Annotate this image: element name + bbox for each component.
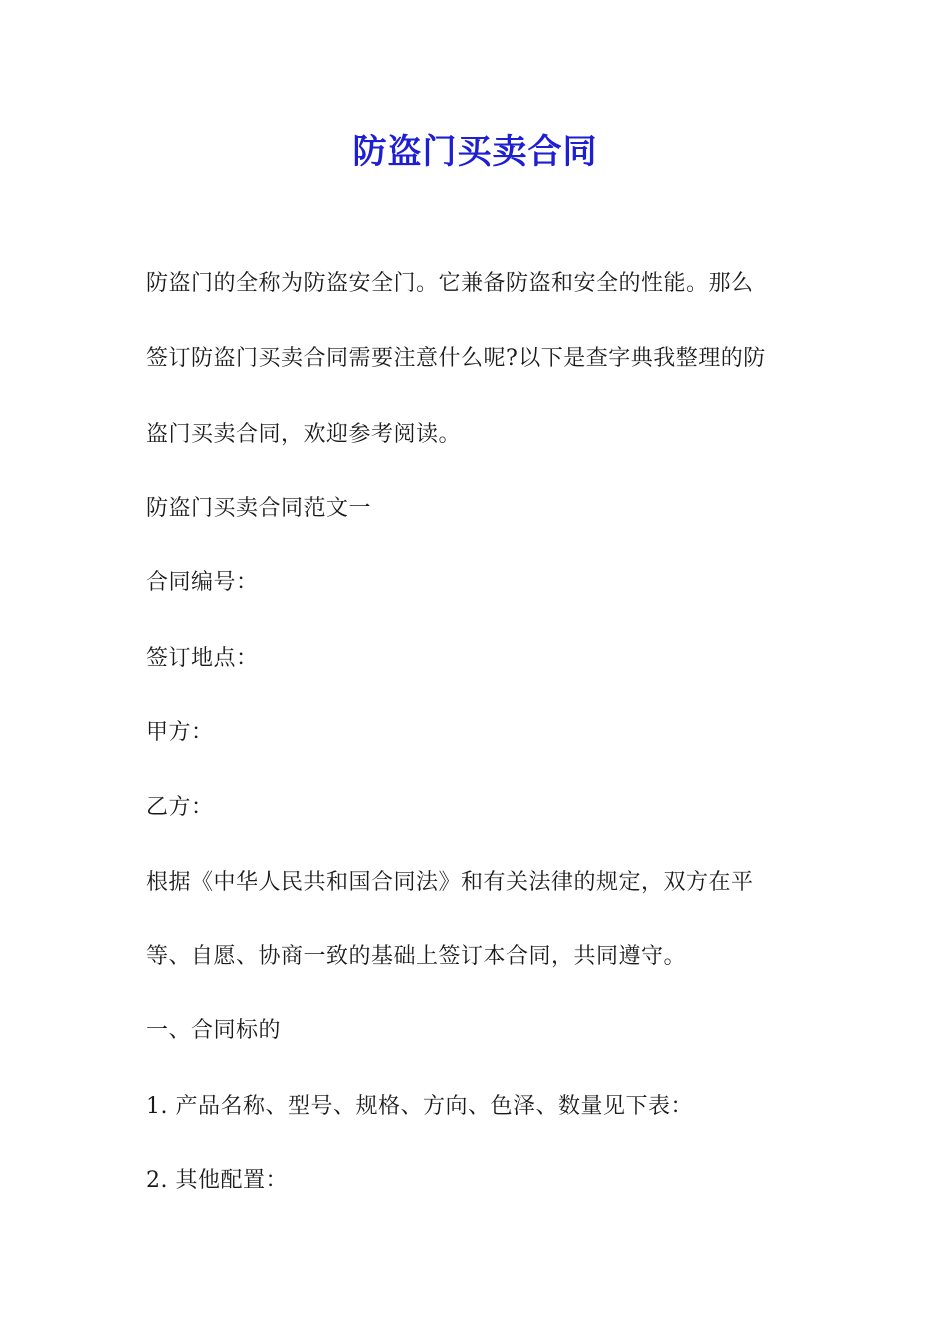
document-title: 防盗门买卖合同 [352, 132, 598, 172]
contract-number-label: 合同编号： [146, 570, 259, 595]
intro-line-3: 盗门买卖合同，欢迎参考阅读。 [146, 422, 462, 447]
preamble-line-2: 等、自愿、协商一致的基础上签订本合同，共同遵守。 [146, 944, 687, 969]
clause-item-1: 1. 产品名称、型号、规格、方向、色泽、数量见下表： [146, 1094, 693, 1119]
party-b-label: 乙方： [146, 795, 214, 820]
party-a-label: 甲方： [146, 720, 214, 745]
signing-place-label: 签订地点： [146, 646, 259, 671]
intro-line-1: 防盗门的全称为防盗安全门。它兼备防盗和安全的性能。那么 [146, 271, 754, 296]
preamble-line-1: 根据《中华人民共和国合同法》和有关法律的规定，双方在平 [146, 870, 754, 895]
clause-heading-subject: 一、合同标的 [146, 1018, 282, 1043]
clause-item-2: 2. 其他配置： [146, 1168, 288, 1193]
intro-line-2: 签订防盗门买卖合同需要注意什么呢?以下是查字典我整理的防 [146, 346, 766, 371]
section-heading-sample-one: 防盗门买卖合同范文一 [146, 496, 372, 521]
